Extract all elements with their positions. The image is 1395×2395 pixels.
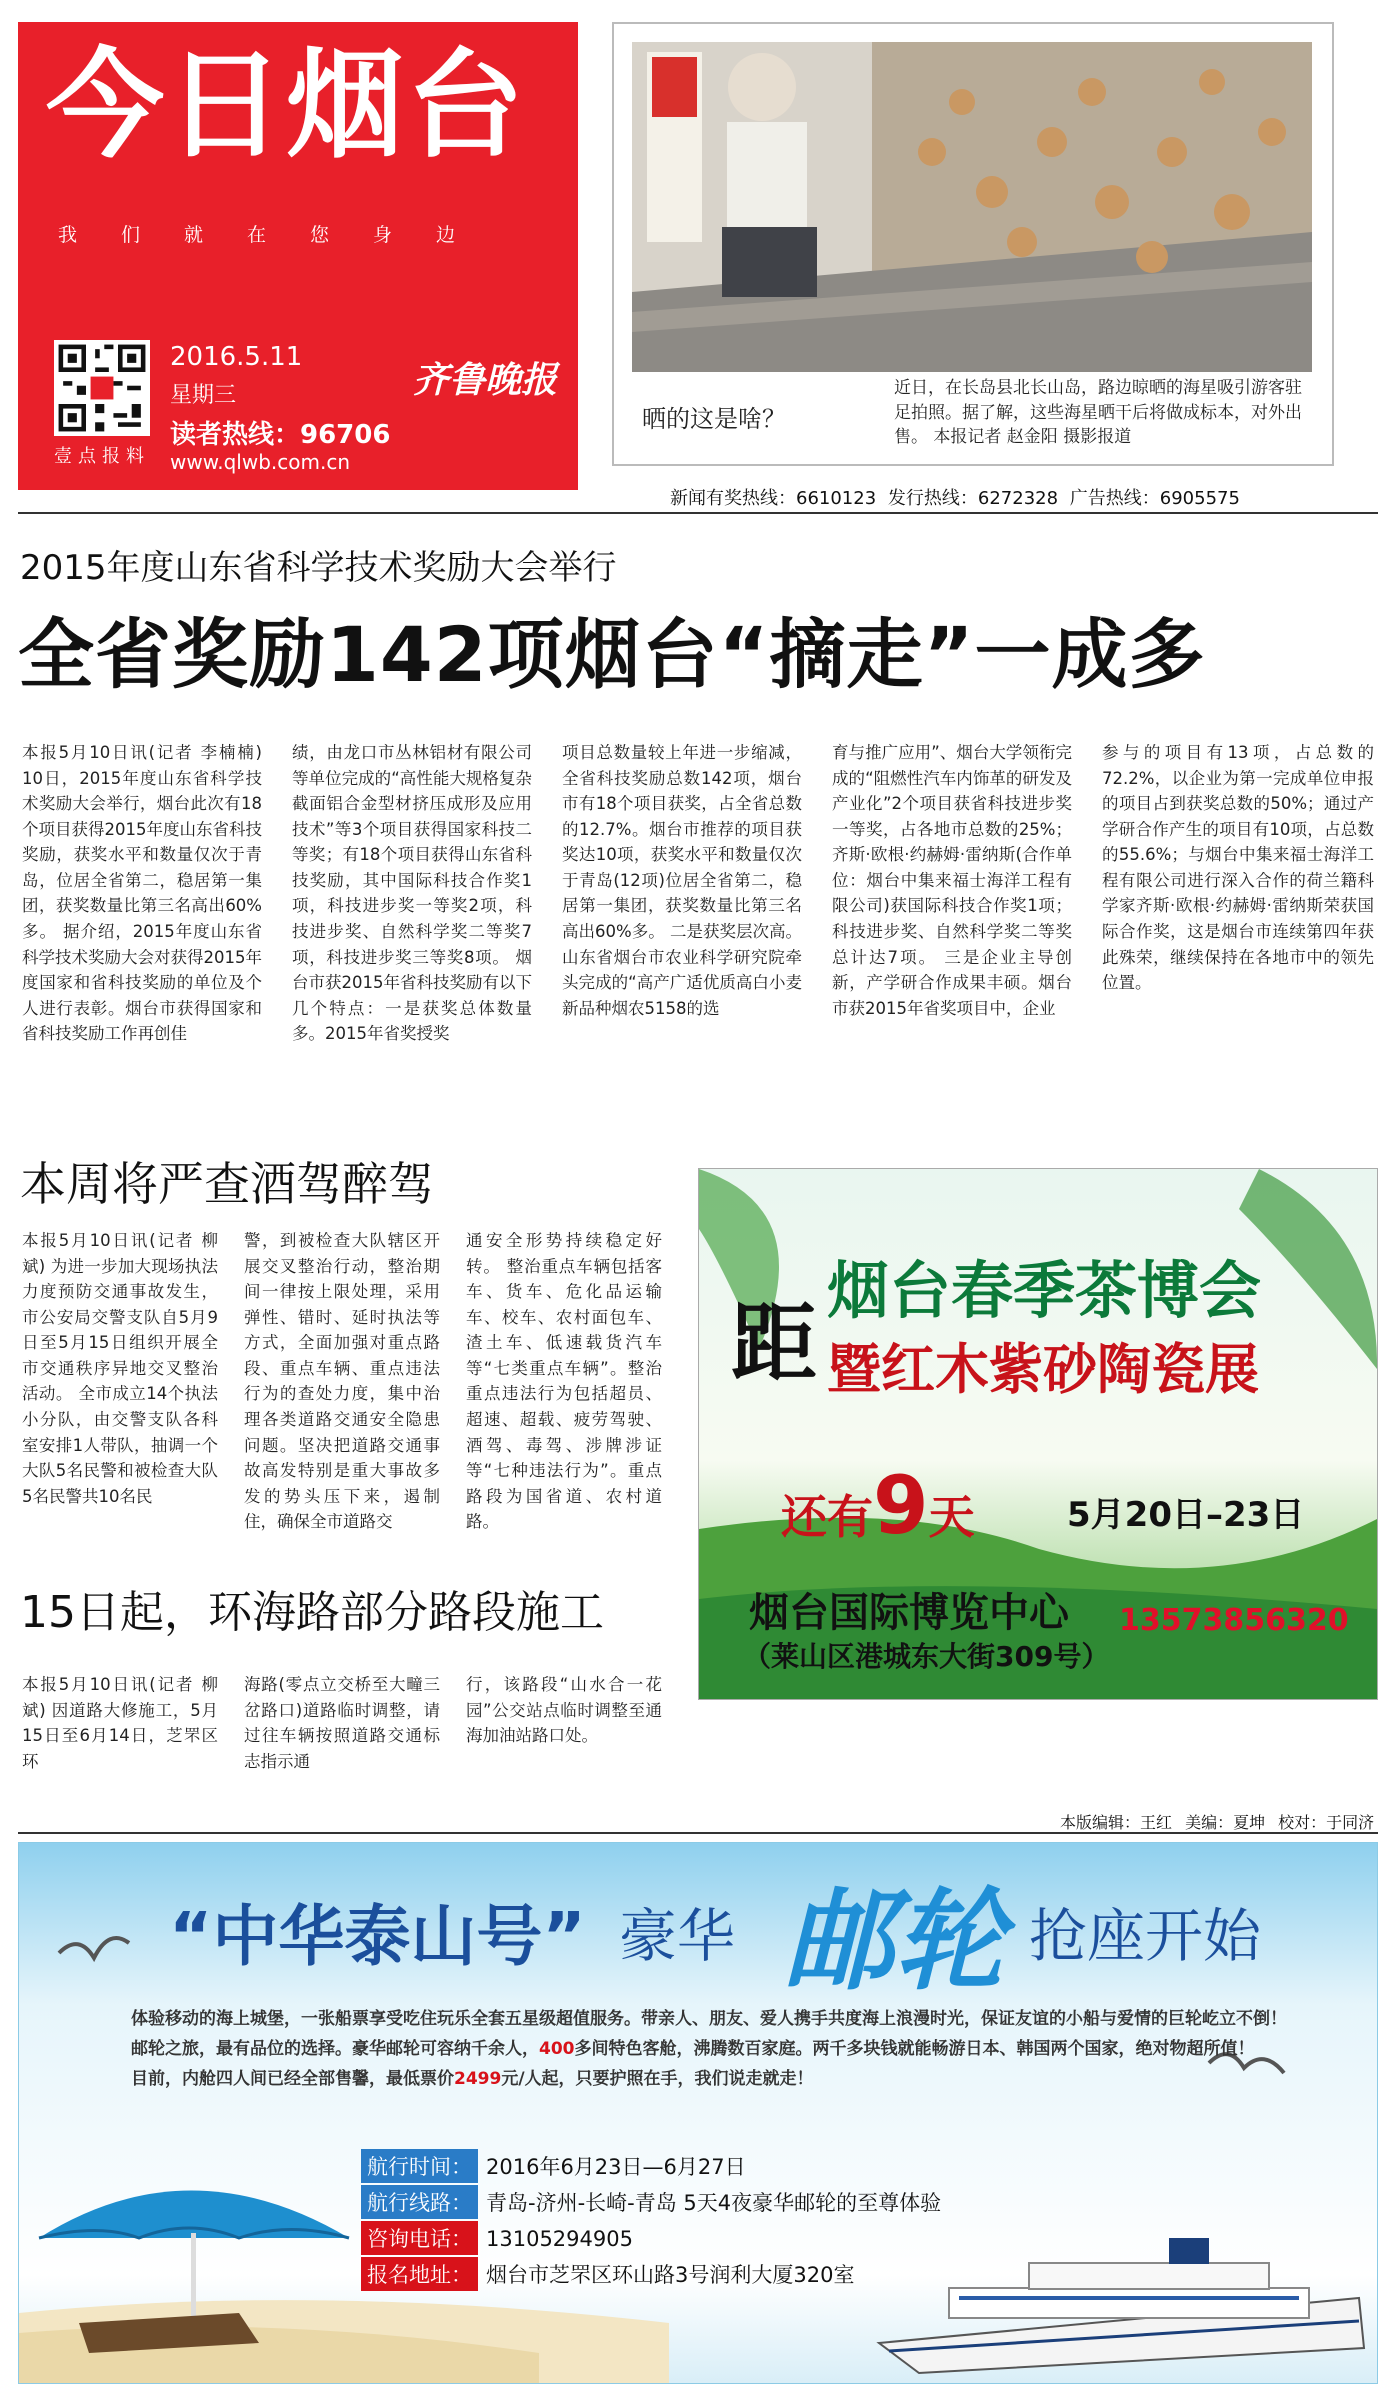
page-credits: 本版编辑：王红 美编：夏坤 校对：于同济 <box>1060 1813 1375 1832</box>
divider <box>18 1832 1378 1834</box>
story1-column-4: 育与推广应用”、烟台大学领衔完成的“阻燃性汽车内饰革的研发及产业化”2个项目获省科技进步奖一等奖，占各地市总数的25%；齐斯·欧根·约赫姆·雷纳斯(合作单位：烟台中集来福士海洋工程有限公司)获国际科技合作奖1项；科技进步奖、自然科学奖二等奖总计达7项。 三是企业主导创新，产学研合作成果丰硕。烟台市获2015年省奖项目中，企业 <box>832 743 1072 1018</box>
tea-ad-dates: 5月20日–23日 <box>1067 1495 1305 1535</box>
qr-code-icon[interactable] <box>54 340 150 436</box>
tea-ad-subtitle: 暨红木紫砂陶瓷展 <box>827 1338 1259 1401</box>
cruise-title-booking: 抢座开始 <box>1029 1902 1262 1970</box>
story1-column-1: 本报5月10日讯(记者 李楠楠) 10日，2015年度山东省科学技术奖励大会举行，烟台此次有18个项目获得2015年度山东省科技奖励，获奖水平和数量仅次于青岛，位居全省第二，稳居第一集团，获奖数量比第三名高出60%多。 据介绍，2015年度山东省科学技术奖励大会对获得2015年度国家和省科技奖励的单位及个人进行表彰。烟台市获得国家和省科技奖励工作再创佳 <box>22 743 262 1044</box>
photo-feature <box>612 22 1334 466</box>
photo-caption: 近日，在长岛县北长山岛，路边晾晒的海星吸引游客驻足拍照。据了解，这些海星晒干后将做成标本，对外出售。 本报记者 赵金阳 摄影报道 <box>894 378 1302 448</box>
reader-hotline: 读者热线：96706 <box>170 420 391 450</box>
cruise-paragraph-2: 邮轮之旅，最有品位的选择。豪华邮轮可容纳千余人，400多间特色客舱，沸腾数百家庭。两千多块钱就能畅游日本、韩国两个国家，绝对物超所值！ <box>131 2038 1255 2059</box>
website-link[interactable]: www.qlwb.com.cn <box>170 450 350 474</box>
paper-name: 齐鲁晚报 <box>413 359 558 401</box>
issue-weekday: 星期三 <box>170 383 237 408</box>
tea-ad-ju: 距 <box>731 1294 817 1394</box>
cruise-ad[interactable] <box>18 1842 1378 2384</box>
story3-column-3: 行，该路段“山水合一花园”公交站点临时调整至通海加油站路口处。 <box>466 1675 662 1746</box>
masthead <box>18 22 578 490</box>
qr-label: 壹点报料 <box>54 446 150 467</box>
story1-column-2: 绩，由龙口市丛林铝材有限公司等单位完成的“高性能大规格复杂截面铝合金型材挤压成形及应用技术”等3个项目获得国家科技二等奖；有18个项目获得山东省科技奖励，其中国际科技合作奖1项，科技进步奖一等奖2项，科技进步奖、自然科学奖二等奖7项，科技进步奖三等奖8项。 烟台市获2015年省科技奖励有以下几个特点：一是获奖总体数量多。2015年省奖授奖 <box>292 743 532 1044</box>
masthead-slogan: 我们就在您身边 <box>58 224 500 246</box>
story3-headline: 15日起，环海路部分路段施工 <box>20 1587 604 1638</box>
hotline-bar: 新闻有奖热线：6610123 发行热线：6272328 广告热线：6905575 <box>670 488 1240 509</box>
cruise-paragraph-1: 体验移动的海上城堡，一张船票享受吃住玩乐全套五星级超值服务。带亲人、朋友、爱人携手共度海上浪漫时光，保证友谊的小船与爱情的巨轮屹立不倒！ <box>131 2009 1287 2029</box>
countdown-number: 9 <box>873 1459 929 1552</box>
story1-headline: 全省奖励142项烟台“摘走”一成多 <box>18 610 1206 699</box>
cruise-title-luxury: 豪华 <box>619 1902 736 1970</box>
cruise-paragraph-3: 目前，内舱四人间已经全部售馨，最低票价2499元/人起，只要护照在手，我们说走就走！ <box>131 2068 814 2089</box>
tea-expo-ad[interactable] <box>698 1168 1378 1700</box>
tea-ad-title: 烟台春季茶博会 <box>827 1254 1262 1327</box>
story1-column-3: 项目总数量较上年进一步缩减，全省科技奖励总数142项，烟台市有18个项目获奖，占全省总数的12.7%。烟台市推荐的项目获奖达10项，获奖水平和数量仅次于青岛(12项)位居全省第二，稳居第一集团，获奖数量比第三名高出60%多。 二是获奖层次高。山东省烟台市农业科学研究院牵头完成的“高产广适优质高白小麦新品种烟农5158的选 <box>562 743 802 1018</box>
issue-date: 2016.5.11 <box>170 342 303 372</box>
starfish-photo <box>632 42 1312 372</box>
photo-title: 晒的这是啥？ <box>642 405 786 433</box>
tea-ad-countdown <box>781 1459 975 1552</box>
countdown-suffix: 天 <box>928 1490 975 1544</box>
cruise-info-time: 航行时间： 2016年6月23日—6月27日 <box>361 2149 746 2183</box>
story2-column-3: 通安全形势持续稳定好转。 整治重点车辆包括客车、货车、危化品运输车、校车、农村面包车、渣土车、低速载货汽车等“七类重点车辆”。整治重点违法行为包括超员、超速、超载、疲劳驾驶、酒驾、毒驾、涉牌涉证等“七种违法行为”。重点路段为国省道、农村道路。 <box>466 1231 662 1532</box>
cruise-info-phone[interactable]: 咨询电话： 13105294905 <box>361 2221 633 2255</box>
cruise-title-cruise: 邮轮 <box>784 1876 1004 2005</box>
story3-column-1: 本报5月10日讯(记者 柳斌) 因道路大修施工，5月15日至6月14日，芝罘区环 <box>22 1675 218 1771</box>
tea-ad-address: （莱山区港城东大街309号） <box>743 1640 1110 1673</box>
divider <box>18 512 1378 514</box>
story3-column-2: 海路(零点立交桥至大疃三岔路口)道路临时调整，请过往车辆按照道路交通标志指示通 <box>244 1675 440 1771</box>
masthead-logo: 今日烟台 <box>46 36 527 174</box>
story2-headline: 本周将严查酒驾醉驾 <box>20 1157 434 1211</box>
tea-ad-phone[interactable]: 13573856320 <box>1119 1603 1349 1638</box>
cruise-body <box>97 2005 1297 2094</box>
countdown-prefix: 还有 <box>781 1490 873 1544</box>
story2-column-1: 本报5月10日讯(记者 柳斌) 为进一步加大现场执法力度预防交通事故发生，市公安局交警支队自5月9日至5月15日组织开展全市交通秩序异地交叉整治活动。 全市成立14个执法小分队，由交警支队各科室安排1人带队，抽调一个大队5名民警和被检查大队5名民警共10名民 <box>22 1231 218 1506</box>
cruise-title-name: “中华泰山号” <box>169 1898 586 1975</box>
tea-ad-venue: 烟台国际博览中心 <box>749 1590 1069 1636</box>
cruise-info-address: 报名地址： 烟台市芝罘区环山路3号润利大厦320室 <box>361 2257 854 2291</box>
story2-column-2: 警，到被检查大队辖区开展交叉整治行动，整治期间一律按上限处理，采用弹性、错时、延时执法等方式，全面加强对重点路段、重点车辆、重点违法行为的查处力度，集中治理各类道路交通安全隐患问题。坚决把道路交通事故高发特别是重大事故多发的势头压下来，遏制住，确保全市道路交 <box>244 1231 440 1532</box>
story1-kicker: 2015年度山东省科学技术奖励大会举行 <box>20 548 617 588</box>
story1-column-5: 参与的项目有13项，占总数的72.2%，以企业为第一完成单位申报的项目占到获奖总数的50%；通过产学研合作产生的项目有10项，占总数的55.6%；与烟台中集来福士海洋工程有限公司进行深入合作的荷兰籍科学家齐斯·欧根·约赫姆·雷纳斯荣获国际合作奖，这是烟台市连续第四年获此殊荣，继续保持在各地市中的领先位置。 <box>1102 743 1374 993</box>
cruise-info-route: 航行线路： 青岛-济州-长崎-青岛 5天4夜豪华邮轮的至尊体验 <box>361 2185 941 2219</box>
